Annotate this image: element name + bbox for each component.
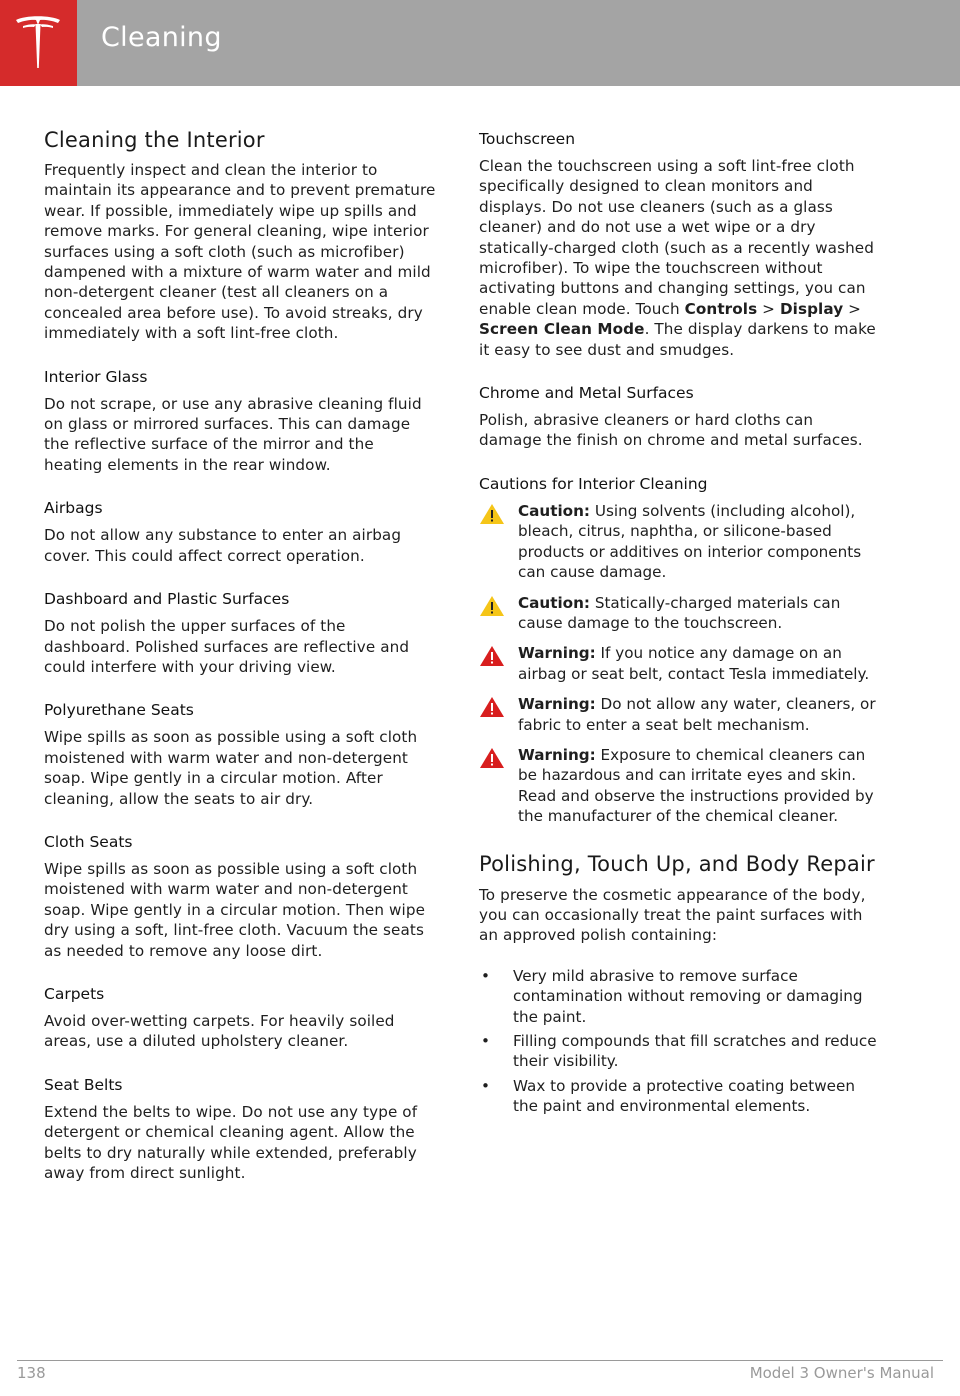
tesla-logo-icon bbox=[15, 14, 61, 70]
list-item-text: Wax to provide a protective coating between the paint and environmental elements. bbox=[513, 1076, 855, 1116]
path-separator-1: > bbox=[757, 299, 780, 318]
list-item-text: Very mild abrasive to remove surface contamination without removing or damaging the paint. bbox=[513, 966, 863, 1026]
subheading-cautions: Cautions for Interior Cleaning bbox=[479, 474, 708, 493]
bullet-icon: • bbox=[481, 966, 490, 985]
subheading-dashboard: Dashboard and Plastic Surfaces bbox=[44, 590, 290, 609]
notice-label: Warning: bbox=[518, 695, 596, 714]
path-controls: Controls bbox=[684, 299, 758, 318]
caution-triangle-icon bbox=[479, 595, 505, 617]
list-item bbox=[479, 1031, 879, 1072]
section-heading-interior: Cleaning the Interior bbox=[44, 128, 265, 152]
chrome-metal-text: Polish, abrasive cleaners or hard cloths can damage the finish on chrome and metal surfaces. bbox=[479, 411, 863, 450]
notice-label: Warning: bbox=[518, 745, 596, 764]
bullet-icon: • bbox=[481, 1032, 490, 1050]
list-item bbox=[479, 966, 879, 1027]
warning-triangle-icon bbox=[479, 696, 505, 718]
polish-bullet-list bbox=[479, 966, 879, 1117]
subheading-cloth-seats: Cloth Seats bbox=[44, 832, 133, 851]
manual-name: Model 3 Owner's Manual bbox=[749, 1364, 934, 1382]
caution-triangle-icon bbox=[479, 503, 505, 525]
notice-label: Caution: bbox=[518, 593, 590, 612]
subheading-touchscreen: Touchscreen bbox=[479, 130, 576, 148]
interior-glass-text: Do not scrape, or use any abrasive cleaning fluid on glass or mirrored surfaces. This can damage the reflective surface of the mirror and the heating elements in the rear window. bbox=[44, 394, 422, 474]
notice-text: Do not allow any water, cleaners, or fabric to enter a seat belt mechanism. bbox=[518, 695, 876, 734]
subheading-carpets: Carpets bbox=[44, 984, 105, 1003]
seat-belts-text: Extend the belts to wipe. Do not use any type of detergent or chemical cleaning agent. Allow the belts to dry naturally while extended, preferably away from direct sunlight. bbox=[44, 1102, 418, 1182]
dashboard-text: Do not polish the upper surfaces of the dashboard. Polished surfaces are reflective and could interfere with your driving view. bbox=[44, 617, 410, 676]
interior-intro: Frequently inspect and clean the interior to maintain its appearance and to prevent premature wear. If possible, immediately wipe up spills and remove marks. For general cleaning, wipe interior surfaces using a soft cloth (such as microfiber) dampened with a mixture of warm water and mild non-detergent cleaner (test all cleaners on a concealed area before use). To avoid streaks, dry immediately with a soft lint-free cloth. bbox=[44, 161, 436, 343]
right-column bbox=[479, 130, 879, 1121]
path-display: Display bbox=[779, 299, 844, 318]
notice-text: Statically-charged materials can cause damage to the touchscreen. bbox=[518, 593, 841, 632]
list-item-text: Filling compounds that fill scratches and reduce their visibility. bbox=[513, 1032, 877, 1071]
caution-notice bbox=[479, 593, 879, 634]
warning-notice bbox=[479, 745, 879, 827]
notice-text: If you notice any damage on an airbag or seat belt, contact Tesla immediately. bbox=[518, 644, 870, 683]
warning-notice bbox=[479, 694, 879, 735]
polishing-intro: To preserve the cosmetic appearance of the body, you can occasionally treat the paint surfaces with an approved polish containing: bbox=[479, 885, 866, 945]
path-screen-clean-mode: Screen Clean Mode bbox=[479, 320, 645, 339]
subheading-interior-glass: Interior Glass bbox=[44, 367, 148, 386]
left-column bbox=[44, 128, 436, 1207]
notice-text: Exposure to chemical cleaners can be hazardous and can irritate eyes and skin. Read and observe the instructions provided by the manufacturer of the chemical cleaner. bbox=[518, 745, 874, 826]
cloth-seats-text: Wipe spills as soon as possible using a soft cloth moistened with warm water and non-detergent soap. Wipe gently in a circular motion. Then wipe dry using a soft, lint-free cloth. Vacuum the seats as needed to remove any loose dirt. bbox=[44, 859, 426, 960]
touchscreen-text-pre: Clean the touchscreen using a soft lint-free cloth specifically designed to clean monitors and displays. Do not use cleaners (such as a glass cleaner) and do not use a wet wipe or a dry statically-charged cloth (such as a recently washed microfiber). To wipe the touchscreen without activating buttons and changing settings, you can enable clean mode. Touch bbox=[479, 157, 874, 318]
carpets-text: Avoid over-wetting carpets. For heavily soiled areas, use a diluted upholstery cleaner. bbox=[44, 1011, 395, 1051]
notice-label: Caution: bbox=[518, 501, 590, 520]
tesla-logo bbox=[0, 0, 77, 86]
page-title: Cleaning bbox=[101, 22, 222, 53]
warning-triangle-icon bbox=[479, 645, 505, 667]
subheading-chrome-metal: Chrome and Metal Surfaces bbox=[479, 384, 694, 403]
subheading-polyurethane-seats: Polyurethane Seats bbox=[44, 701, 194, 720]
section-heading-polishing: Polishing, Touch Up, and Body Repair bbox=[479, 851, 875, 876]
path-separator-2: > bbox=[843, 299, 862, 318]
warning-triangle-icon bbox=[479, 747, 505, 769]
airbags-text: Do not allow any substance to enter an airbag cover. This could affect correct operation. bbox=[44, 526, 402, 565]
subheading-airbags: Airbags bbox=[44, 499, 103, 518]
caution-notice bbox=[479, 501, 879, 583]
page-number: 138 bbox=[17, 1364, 46, 1382]
list-item bbox=[479, 1076, 879, 1117]
bullet-icon: • bbox=[481, 1076, 490, 1095]
touchscreen-text-post: . The display darkens to make it easy to see dust and smudges. bbox=[479, 320, 876, 359]
touchscreen-text bbox=[479, 156, 879, 360]
warning-notice bbox=[479, 643, 879, 684]
notice-text: Using solvents (including alcohol), bleach, citrus, naphtha, or silicone-based products or additives on interior components can cause damage. bbox=[518, 501, 862, 582]
footer-divider bbox=[17, 1360, 943, 1361]
subheading-seat-belts: Seat Belts bbox=[44, 1075, 123, 1094]
polyurethane-seats-text: Wipe spills as soon as possible using a soft cloth moistened with warm water and non-detergent soap. Wipe gently in a circular motion. After cleaning, allow the seats to air dry. bbox=[44, 728, 418, 808]
notice-label: Warning: bbox=[518, 644, 596, 663]
